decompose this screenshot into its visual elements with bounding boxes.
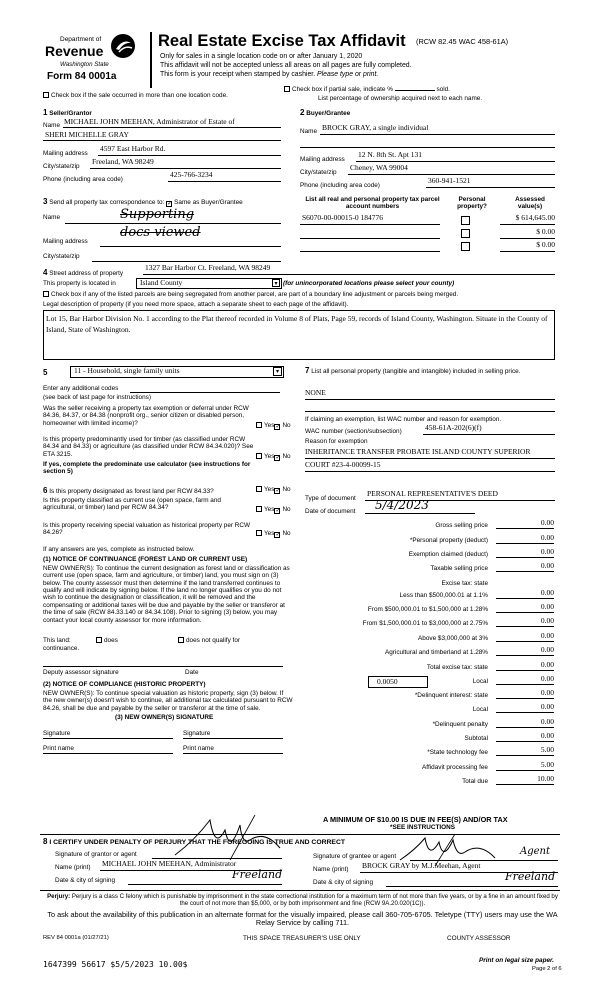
tax-row-label: *Personal property (deduct) xyxy=(409,537,488,544)
reason-label: Reason for exemption xyxy=(305,438,368,445)
page-number: Page 2 of 6 xyxy=(532,966,562,972)
deputy-rule xyxy=(43,666,283,667)
signature-rule-2 xyxy=(183,738,283,739)
seller-mail-rule xyxy=(98,155,281,156)
tax-row-rule xyxy=(496,543,554,544)
header-line-2: This affidavit will not be accepted unless all areas on all pages are fully completed. xyxy=(160,62,412,69)
parcel-3-rule xyxy=(300,251,440,252)
state-label: Washington State xyxy=(60,61,109,68)
tax-row-value: 0.00 xyxy=(540,588,554,597)
grantor-sig-label: Signature of grantor or agent xyxy=(55,851,137,858)
signature-rule-1 xyxy=(43,738,173,739)
tax-row-value: 5.00 xyxy=(540,745,554,754)
tax-row-label: Total excise tax: state xyxy=(426,664,488,671)
buyer-mail-rule xyxy=(356,161,555,162)
print-name-rule-2 xyxy=(183,753,283,754)
land-use-select[interactable] xyxy=(70,366,284,378)
seller-phone: 425-766-3234 xyxy=(170,170,213,179)
tax-row-rule xyxy=(496,626,554,627)
tax-row-value: 0.00 xyxy=(540,731,554,740)
grantee-date-rule xyxy=(386,886,558,887)
tax-row-label: Total due xyxy=(462,778,488,785)
grantee-agent-note: Agent xyxy=(520,846,550,857)
tax-row-rule xyxy=(496,770,554,771)
local-rate: 0.0050 xyxy=(377,677,398,686)
print-name-label-1: Print name xyxy=(43,745,74,752)
new-owner-sig-title: (3) NEW OWNER(S) SIGNATURE xyxy=(115,714,214,721)
parcel-header: List all real and personal property tax parcel account numbers xyxy=(305,196,440,211)
parcel-1-personal-checkbox[interactable] xyxy=(461,216,472,226)
buyer-heading: 2 Buyer/Grantee xyxy=(300,108,351,117)
tax-row-label: Above $3,000,000 at 3% xyxy=(418,635,488,642)
signature-label-2: Signature xyxy=(183,730,211,737)
codes-label: Enter any additional codes xyxy=(43,385,119,392)
tax-row-rule xyxy=(496,655,554,656)
reason-rule-1 xyxy=(305,458,555,459)
seller-phone-label: Phone (including area code) xyxy=(43,176,123,183)
buyer-city-label: City/state/zip xyxy=(300,169,337,176)
grantee-name-label: Name (print) xyxy=(313,866,349,873)
seller-city: Freeland, WA 98249 xyxy=(92,157,154,166)
reason-line-2: COURT #23-4-00099-15 xyxy=(305,460,381,469)
wac-label: WAC number (section/subsection) xyxy=(305,428,402,435)
street-label: 4 Street address of property xyxy=(43,268,124,277)
corr-mail-rule xyxy=(100,246,281,247)
buyer-phone-rule xyxy=(426,187,555,188)
buyer-mail: 12 N. 8th St. Apt 131 xyxy=(358,150,422,159)
tax-row-value: 0.00 xyxy=(540,616,554,625)
this-land-label: This land: xyxy=(43,637,71,644)
doc-date-label: Date of document xyxy=(305,508,356,515)
grantor-city: Freeland xyxy=(232,868,283,881)
seller-mail-label: Mailing address xyxy=(43,150,88,157)
certify-line: 8 I CERTIFY UNDER PENALTY OF PERJURY THAT THE FOREGOING IS TRUE AND CORRECT xyxy=(43,837,346,846)
legal-description: Lot 15, Bar Harbor Division No. 1 according to the Plat thereof recorded in Volume 8 of Plats, Page 59, records of Island County, Washington. Situate in the County of Island, State of Washington. xyxy=(46,314,548,334)
tax-row-label: Subtotal xyxy=(464,735,488,742)
personal-header: Personal property? xyxy=(457,196,487,211)
reason-rule-2 xyxy=(305,471,555,472)
tax-row-rule xyxy=(496,755,554,756)
seller-name2-rule xyxy=(43,140,281,141)
tax-row-value: 0.00 xyxy=(540,547,554,556)
tax-row-value: 0.00 xyxy=(540,533,554,542)
doc-type: PERSONAL REPRESENTATIVE'S DEED xyxy=(367,489,498,498)
tax-row-label: From $1,500,000.01 to $3,000,000 at 2.75% xyxy=(362,620,488,627)
legal-paper-note: Print on legal size paper. xyxy=(479,957,554,964)
seller-name-label: Name xyxy=(43,122,61,129)
buyer-phone: 360-941-1521 xyxy=(428,176,471,185)
doc-date-rule xyxy=(365,513,475,514)
tax-row-rule xyxy=(496,670,554,671)
tax-row-label: Agricultural and timberland at 1.28% xyxy=(384,649,488,656)
tax-correspondence-heading: 3 Send all property tax correspondence to: ✓ Same as Buyer/Grantee xyxy=(43,197,243,207)
grantee-date-label: Date & city of signing xyxy=(313,879,374,886)
tax-row-label: Gross selling price xyxy=(435,522,488,529)
same-as-buyer-checkbox[interactable]: ✓ xyxy=(167,201,173,207)
parcel-2-rule xyxy=(300,238,440,239)
parcel-1-rule xyxy=(300,224,440,225)
tax-row-value: 0.00 xyxy=(540,702,554,711)
partial-sale-checkbox[interactable]: Check box if partial sale, indicate % sold. xyxy=(284,86,450,93)
tax-row-rule xyxy=(496,741,554,742)
tax-row-rule xyxy=(496,698,554,699)
tax-row-label: Local xyxy=(472,678,488,685)
signature-label-1: Signature xyxy=(43,730,71,737)
sec5-num: 5 xyxy=(43,368,48,377)
pp-rule-2 xyxy=(305,411,555,412)
tax-row-value: 0.00 xyxy=(540,561,554,570)
q2-answers[interactable]: Yes✓ No xyxy=(256,453,291,461)
street-address: 1327 Bar Harbor Ct. Freeland, WA 98249 xyxy=(145,263,271,272)
reason-line-1: INHERITANCE TRANSFER PROBATE ISLAND COUNTY SUPERIOR xyxy=(305,447,531,456)
tax-row-rule xyxy=(496,571,554,572)
deputy-date-label: Date xyxy=(185,669,199,676)
deputy-signature-label: Deputy assessor signature xyxy=(43,669,119,676)
parcel-2-value: $ 0.00 xyxy=(536,227,555,236)
wac-rule xyxy=(423,434,555,435)
supporting-stamp: Supporting xyxy=(120,207,195,222)
revenue-logo-text: Revenue xyxy=(45,43,104,59)
rcw-ref: (RCW 82.45 WAC 458-61A) xyxy=(416,37,509,46)
tax-row-rule xyxy=(496,612,554,613)
tax-row-rule xyxy=(496,598,554,599)
doc-type-label: Type of document xyxy=(305,495,356,502)
seller-city-rule xyxy=(90,168,281,169)
seller-name-line1: MICHAEL JOHN MEEHAN, Administrator of Estate of xyxy=(64,117,235,126)
tax-row-label: Affidavit processing fee xyxy=(422,764,488,771)
tax-row-rule xyxy=(496,784,554,785)
tax-row-value: 5.00 xyxy=(540,760,554,769)
tax-row-label: Less than $500,000.01 at 1.1% xyxy=(399,592,488,599)
tax-row-rule xyxy=(496,557,554,558)
print-name-rule-1 xyxy=(43,753,173,754)
header-line-3: This form is your receipt when stamped by cashier. Please type or print. xyxy=(160,71,379,78)
multi-location-checkbox[interactable]: Check box if the sale occurred in more than one location code. xyxy=(43,92,228,99)
historic-title: (2) NOTICE OF COMPLIANCE (HISTORIC PROPERTY) xyxy=(43,681,206,688)
buyer-name: BROCK GRAY, a single individual xyxy=(322,123,429,132)
tax-row-value: 10.00 xyxy=(537,774,554,783)
revision-label: REV 84 0001a (01/27/21) xyxy=(43,935,109,941)
dept-label: Department of xyxy=(60,36,102,43)
continuance-label: continuance. xyxy=(43,645,80,652)
percent-note: List percentage of ownership acquired next to each name. xyxy=(318,95,483,102)
tax-row-rule xyxy=(496,712,554,713)
grantee-city: Freeland xyxy=(505,870,556,883)
continuance-title: (1) NOTICE OF CONTINUANCE (FOREST LAND OR CURRENT USE) xyxy=(43,556,248,563)
dor-logo-icon xyxy=(110,33,136,59)
tax-row-label: *Delinquent interest: state xyxy=(414,692,488,699)
tax-row-value: 0.00 xyxy=(540,518,554,527)
buyer-mail-label: Mailing address xyxy=(300,156,345,163)
grantee-name: BROCK GRAY by M.J.Meehan, Agent xyxy=(362,861,481,870)
tax-row-value: 0.00 xyxy=(540,717,554,726)
parcel-1-value: $ 614,645.00 xyxy=(515,213,555,222)
parcel-3-value: $ 0.00 xyxy=(536,240,555,249)
tax-row-value: 0.00 xyxy=(540,645,554,654)
exemption-question: Was the seller receiving a property tax exemption or deferral under RCW 84.36, 84.37, or 84.38 (nonprofit org., senior citizen or disabled person, homeowner with limited income)? xyxy=(43,405,249,427)
historic-question: Is this property receiving special valuation as historical property per RCW 84.26? xyxy=(43,522,251,537)
pp-rule-1 xyxy=(305,399,555,400)
forest-question: 6 Is this property designated as forest land per RCW 84.33? xyxy=(43,486,214,495)
grantor-date-rule xyxy=(128,884,282,885)
does-checkbox[interactable]: does xyxy=(96,637,118,644)
seller-name-line2: SHERI MICHELLE GRAY xyxy=(45,130,129,139)
buyer-name-label: Name xyxy=(300,128,318,135)
q1-answers[interactable]: Yes✓ No xyxy=(256,422,291,430)
timber-question: Is this property predominantly used for timber (as classified under RCW 84.34 and 84.33) or agriculture (as classified under RCW 84.34.020)? See ETA 3215. xyxy=(43,436,254,458)
grantor-name: MICHAEL JOHN MEEHAN, Administrator xyxy=(102,859,237,868)
county-note: (for unincorporated locations please select your county) xyxy=(283,280,455,287)
minimum-note: A MINIMUM OF $10.00 IS DUE IN FEE(S) AND/OR TAX xyxy=(323,815,508,824)
county-select[interactable] xyxy=(136,278,282,289)
corr-city-rule xyxy=(92,261,281,262)
parcel-3-value-rule xyxy=(500,251,555,252)
tax-row-label: *Delinquent penalty xyxy=(432,721,488,728)
grantor-date-label: Date & city of signing xyxy=(55,877,116,884)
doc-date: 5/4/2023 xyxy=(375,498,429,512)
parcel-1-acct: S6070-00-00015-0 184776 xyxy=(302,213,384,222)
predominate-note: If yes, complete the predominate use calculator (see instructions for section 5) xyxy=(43,461,251,476)
tax-row-label: *State technology fee xyxy=(427,749,488,756)
land-use-value: 11 - Household, single family units xyxy=(74,366,180,375)
buyer-city-rule xyxy=(348,174,555,175)
wac-number: 458-61A-202(6)(f) xyxy=(425,423,482,432)
tax-row-value: 0.00 xyxy=(540,688,554,697)
tax-row-value: 0.00 xyxy=(540,602,554,611)
perjury-notice: Perjury: Perjury is a class C felony which is punishable by imprisonment in the state correctional institution for a maximum term of not more than five years, or by a fine in an amount fixed by the court of not more than $5,000, or by both imprisonment and fine (RCW 9A.20.020(1C)). xyxy=(47,893,558,907)
historic-text: NEW OWNER(S): To continue special valuation as historic property, sign (3) below. If the new owner(s) doesn't wish to continue, all additional tax calculated pursuant to RCW 84.26, shall be due and payable by the seller or transferor at the time of sale. xyxy=(43,690,293,712)
legal-desc-label: Legal description of property (if you need more space, attach a separate sheet to each page of the affidavit). xyxy=(43,301,349,308)
tax-row-label: Excise tax: state xyxy=(441,580,488,587)
county-label: This property is located in xyxy=(43,280,116,287)
print-name-label-2: Print name xyxy=(183,745,214,752)
continuance-text: NEW OWNER(S): To continue the current designation as forest land or classification as current use (open space, farm and agriculture, or timber) land, you must sign on (3) below. The county assessor must then determine if the land transferred continues to qualify and will indicate by signing below. If the land no longer qualifies or you do not wish to continue the designation or classification, it will be removed and the compensating or additional taxes will be due and payable by the seller or transferor at the time of sale (RCW 84.33.140 or 84.34.108). Prior to signing (3) below, you may contact your local county assessor for more information. xyxy=(43,565,290,624)
corr-name-label: Name xyxy=(43,214,61,221)
personal-property-value: NONE xyxy=(305,388,326,397)
parcel-2-value-rule xyxy=(500,238,555,239)
seller-phone-rule xyxy=(168,181,281,182)
grantor-signature-image xyxy=(170,810,290,865)
local-rate-box[interactable] xyxy=(368,676,428,688)
tax-row-value: 0.00 xyxy=(540,631,554,640)
see-instructions: *SEE INSTRUCTIONS xyxy=(390,824,455,831)
does-not-checkbox[interactable]: does not qualify for xyxy=(178,637,240,644)
tax-row-rule xyxy=(496,727,554,728)
codes-note: (see back of last page for instructions) xyxy=(43,394,151,401)
buyer-phone-label: Phone (including area code) xyxy=(300,182,380,189)
form-number: Form 84 0001a xyxy=(47,71,117,82)
header-line-1: Only for sales in a single location code on or after January 1, 2020 xyxy=(160,53,363,60)
tax-row-rule xyxy=(496,641,554,642)
tax-row-value: 0.00 xyxy=(540,674,554,683)
grantor-name-label: Name (print) xyxy=(55,864,91,871)
exemption-label: If claiming an exemption, list WAC number and reason for exemption. xyxy=(305,416,502,423)
codes-rule xyxy=(130,392,280,393)
assessor-label: COUNTY ASSESSOR xyxy=(447,935,511,942)
q6a-answers[interactable]: Yes✓ No xyxy=(256,486,291,494)
buyer-name2-rule xyxy=(300,147,555,148)
corr-name-rule xyxy=(65,223,281,224)
answers-note: If any answers are yes, complete as instructed below. xyxy=(43,546,195,553)
street-rule xyxy=(143,274,555,275)
header-divider xyxy=(150,32,152,88)
chevron-down-icon: ▾ xyxy=(273,367,282,376)
tax-row-label: Local xyxy=(472,706,488,713)
seller-heading: 1 Seller/Grantor xyxy=(43,108,92,117)
corr-city-label: City/state/zip xyxy=(43,253,80,260)
parcel-3-personal-checkbox[interactable] xyxy=(461,242,472,252)
corr-mail-label: Mailing address xyxy=(43,238,88,245)
seller-city-label: City/state/zip xyxy=(43,163,80,170)
q6c-answers[interactable]: Yes✓ No xyxy=(256,530,291,538)
legal-description-box[interactable] xyxy=(43,310,555,360)
seller-name-rule xyxy=(63,127,281,128)
segregated-checkbox[interactable]: Check box if any of the listed parcels are being segregated from another parcel, are part of a boundary line adjustment or parcels being merged. xyxy=(43,291,458,298)
docs-viewed-stamp: docs viewed xyxy=(120,225,201,240)
buyer-name-rule xyxy=(320,134,555,135)
treasurer-receipt-stamp: 1647399 56617 $5/5/2023 10.00$ xyxy=(43,960,188,969)
buyer-city: Cheney, WA 99004 xyxy=(350,163,408,172)
grantee-sig-label: Signature of grantee or agent xyxy=(313,853,397,860)
parcel-2-personal-checkbox[interactable] xyxy=(461,229,472,239)
county-value: Island County xyxy=(140,278,183,287)
seller-mail: 4597 East Harbor Rd. xyxy=(100,144,166,153)
personal-property-label: 7 List all personal property (tangible and intangible) included in selling price. xyxy=(305,366,521,375)
tax-row-rule xyxy=(496,528,554,529)
current-use-question: Is this property classified as current use (open space, farm and agricultural, or timber) land per RCW 84.34? xyxy=(43,497,221,512)
footer-rule xyxy=(40,890,560,891)
assessed-header: Assessed value(s) xyxy=(515,196,545,211)
tax-row-label: From $500,000.01 to $1,500,000 at 1.28% xyxy=(367,606,488,613)
chevron-down-icon: ▾ xyxy=(272,279,280,287)
tax-row-label: Taxable selling price xyxy=(430,565,488,572)
page-title: Real Estate Excise Tax Affidavit xyxy=(158,32,406,50)
alt-format-notice: To ask about the availability of this publication in an alternate format for the visually impaired, please call 360-705-6705. Teletype (TTY) users may use the WA Relay Service by calling 711. xyxy=(47,910,558,928)
q6b-answers[interactable]: Yes✓ No xyxy=(256,506,291,514)
tax-row-rule xyxy=(496,684,554,685)
tax-row-value: 0.00 xyxy=(540,660,554,669)
parcel-1-value-rule xyxy=(500,224,555,225)
tax-row-label: Exemption claimed (deduct) xyxy=(408,551,488,558)
treasurer-label: THIS SPACE TREASURER'S USE ONLY xyxy=(243,935,361,942)
